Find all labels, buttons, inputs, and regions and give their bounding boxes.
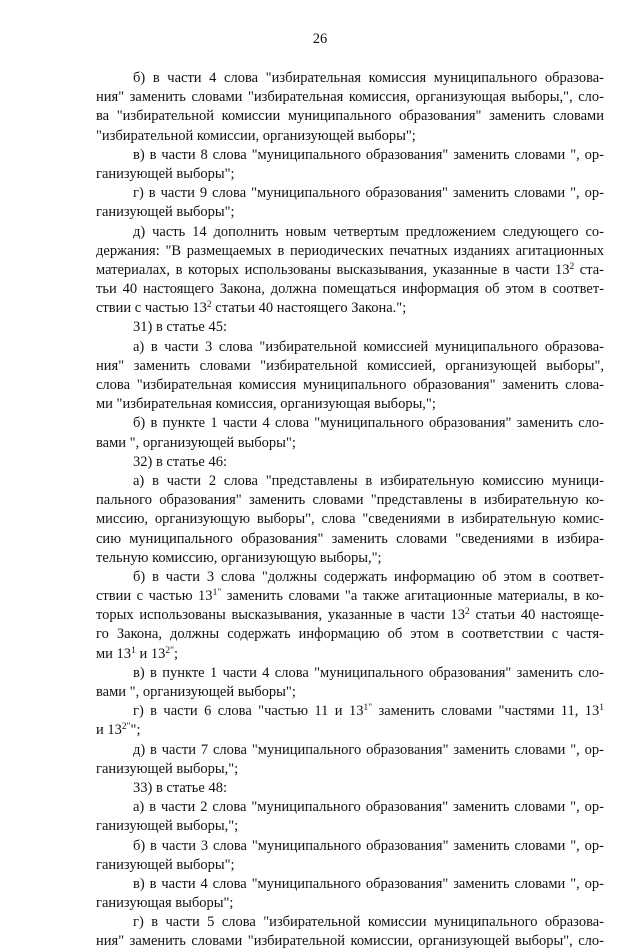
- text-run: б) в пункте 1 части 4 слова "муниципального образования" заменить сло-: [133, 415, 604, 432]
- text-line: [96, 107, 604, 126]
- text-run: ва "избирательной комиссии муниципального образования" заменить словами: [96, 108, 604, 125]
- text-run: б) в части 4 слова "избирательная комиссия муниципального образова-: [133, 70, 604, 86]
- superscript: 1": [212, 588, 222, 599]
- text-line: [96, 242, 604, 261]
- text-line: [96, 798, 604, 817]
- text-line: [96, 127, 604, 146]
- text-run: держания: "В размещаемых в периодических печатных изданиях агитационных: [96, 242, 604, 259]
- text-line: [96, 549, 604, 568]
- text-line: [96, 625, 604, 644]
- text-line: [96, 817, 604, 836]
- text-run: г) в части 5 слова "избирательной комиссии муниципального образова-: [133, 914, 604, 931]
- superscript: 1: [131, 645, 136, 656]
- text-line: [96, 69, 604, 88]
- text-run: материалах, в которых использованы высказывания, указанные в части 13: [96, 261, 570, 278]
- text-run: статьи 40 настояще-: [469, 607, 604, 624]
- text-run: ганизующая выборы";: [96, 895, 234, 912]
- text-line: [96, 223, 604, 242]
- text-line: [96, 203, 604, 222]
- text-line: [96, 357, 604, 376]
- text-run: г) в части 6 слова "частью 11 и 13: [133, 703, 364, 720]
- text-line: [96, 568, 604, 587]
- superscript: 2: [464, 607, 470, 618]
- text-run: ста-: [574, 261, 604, 278]
- text-run: д) в части 7 слова "муниципального образования" заменить словами ", ор-: [133, 741, 604, 758]
- text-run: в) в части 4 слова "муниципального образования" заменить словами ", ор-: [133, 875, 604, 892]
- text-run: ганизующей выборы,";: [96, 760, 239, 777]
- superscript: 2: [569, 261, 575, 272]
- text-line: [96, 261, 604, 280]
- text-line: [96, 760, 604, 779]
- superscript: 2: [206, 300, 212, 311]
- text-run: ния" заменить словами "избирательная комиссия, организующая выборы,", сло-: [96, 89, 604, 106]
- text-line: [96, 875, 604, 894]
- text-line: [96, 645, 604, 664]
- text-line: [96, 376, 604, 395]
- text-run: ганизующей выборы";: [96, 204, 235, 221]
- text-run: а) в части 3 слова "избирательной комиссией муниципального образова-: [133, 338, 604, 355]
- text-line: [96, 299, 604, 318]
- text-line: [96, 338, 604, 357]
- superscript: 2": [121, 722, 131, 733]
- text-line: [96, 510, 604, 529]
- text-line: [96, 280, 604, 299]
- text-run: пального образования" заменить словами "представлены в избирательную ко-: [96, 492, 604, 509]
- text-run: ми 13: [96, 645, 132, 662]
- text-run: 31) в статье 45:: [133, 319, 227, 336]
- text-line: [96, 165, 604, 184]
- text-run: тельную комиссию, организующую выборы,";: [96, 549, 382, 566]
- text-line: [96, 913, 604, 932]
- text-line: [96, 721, 604, 740]
- text-run: б) в части 3 слова "должны содержать информацию об этом в соответ-: [133, 568, 604, 585]
- text-line: [96, 472, 604, 491]
- text-run: ми "избирательная комиссия, организующая выборы,";: [96, 396, 436, 413]
- text-run: ганизующей выборы,";: [96, 818, 239, 835]
- text-run: а) в части 2 слова "муниципального образования" заменить словами ", ор-: [133, 799, 604, 816]
- text-run: го Закона, должны содержать информацию об этом в соответствии с частя-: [96, 626, 604, 643]
- text-run: ;: [173, 645, 178, 662]
- text-line: [96, 491, 604, 510]
- superscript: 2": [165, 645, 174, 656]
- text-line: [96, 932, 604, 951]
- text-line: [96, 184, 604, 203]
- text-line: [96, 88, 604, 107]
- text-run: миссию, организующую выборы", слова "сведениями в избирательную комис-: [96, 511, 604, 528]
- text-run: торых использованы высказывания, указанные в части 13: [96, 607, 465, 624]
- text-run: и 13: [135, 645, 166, 662]
- text-run: ганизующей выборы";: [96, 856, 235, 873]
- page-number: 26: [312, 31, 328, 47]
- text-line: [96, 453, 604, 472]
- text-line: [96, 587, 604, 606]
- text-line: [96, 702, 604, 721]
- text-run: д) часть 14 дополнить новым четвертым предложением следующего со-: [133, 223, 604, 240]
- text-run: вами ", организующей выборы";: [96, 434, 296, 451]
- text-run: ствии с частью 13: [96, 300, 207, 317]
- text-run: ствии с частью 13: [96, 588, 213, 605]
- text-run: б) в части 3 слова "муниципального образования" заменить словами ", ор-: [133, 837, 604, 854]
- text-run: в) в части 8 слова "муниципального образования" заменить словами ", ор-: [133, 146, 604, 163]
- superscript: 1": [363, 703, 373, 714]
- text-run: ганизующей выборы";: [96, 165, 235, 182]
- text-line: [96, 779, 604, 798]
- text-run: тьи 40 настоящего Закона, должна помещаться информация об этом в соответ-: [96, 281, 604, 298]
- text-line: [96, 414, 604, 433]
- text-line: [96, 894, 604, 913]
- text-run: 32) в статье 46:: [133, 453, 227, 470]
- text-run: и 13: [96, 722, 122, 739]
- text-run: а) в части 2 слова "представлены в избирательную комиссию муници-: [133, 472, 604, 489]
- text-run: статьи 40 настоящего Закона.";: [211, 300, 407, 317]
- text-line: [96, 856, 604, 875]
- text-run: в) в пункте 1 части 4 слова "муниципального образования" заменить сло-: [133, 664, 604, 681]
- text-run: ния" заменить словами "избирательной комиссии, организующей выборы", сло-: [96, 933, 604, 950]
- text-line: [96, 664, 604, 683]
- superscript: 1: [599, 703, 604, 714]
- text-run: заменить словами "а также агитационные материалы, в ко-: [221, 588, 604, 605]
- text-line: [96, 434, 604, 453]
- text-line: [96, 741, 604, 760]
- text-run: 33) в статье 48:: [133, 779, 227, 796]
- text-line: [96, 395, 604, 414]
- text-run: заменить словами "частями 11, 13: [372, 703, 600, 720]
- text-line: [96, 606, 604, 625]
- text-run: вами ", организующей выборы";: [96, 684, 296, 700]
- text-run: слова "избирательная комиссия муниципального образования" заменить слова-: [96, 377, 604, 393]
- document-body: [96, 69, 604, 952]
- text-line: [96, 683, 604, 702]
- text-line: [96, 318, 604, 337]
- text-run: ния" заменить словами "избирательной комиссией, организующей выборы",: [96, 357, 604, 374]
- text-line: [96, 146, 604, 165]
- text-run: сию муниципального образования" заменить словами "сведениями в избира-: [96, 530, 604, 547]
- text-run: г) в части 9 слова "муниципального образования" заменить словами ", ор-: [133, 185, 604, 202]
- text-line: [96, 837, 604, 856]
- text-line: [96, 530, 604, 549]
- text-run: "избирательной комиссии, организующей выборы";: [96, 127, 416, 144]
- text-run: ";: [130, 722, 141, 739]
